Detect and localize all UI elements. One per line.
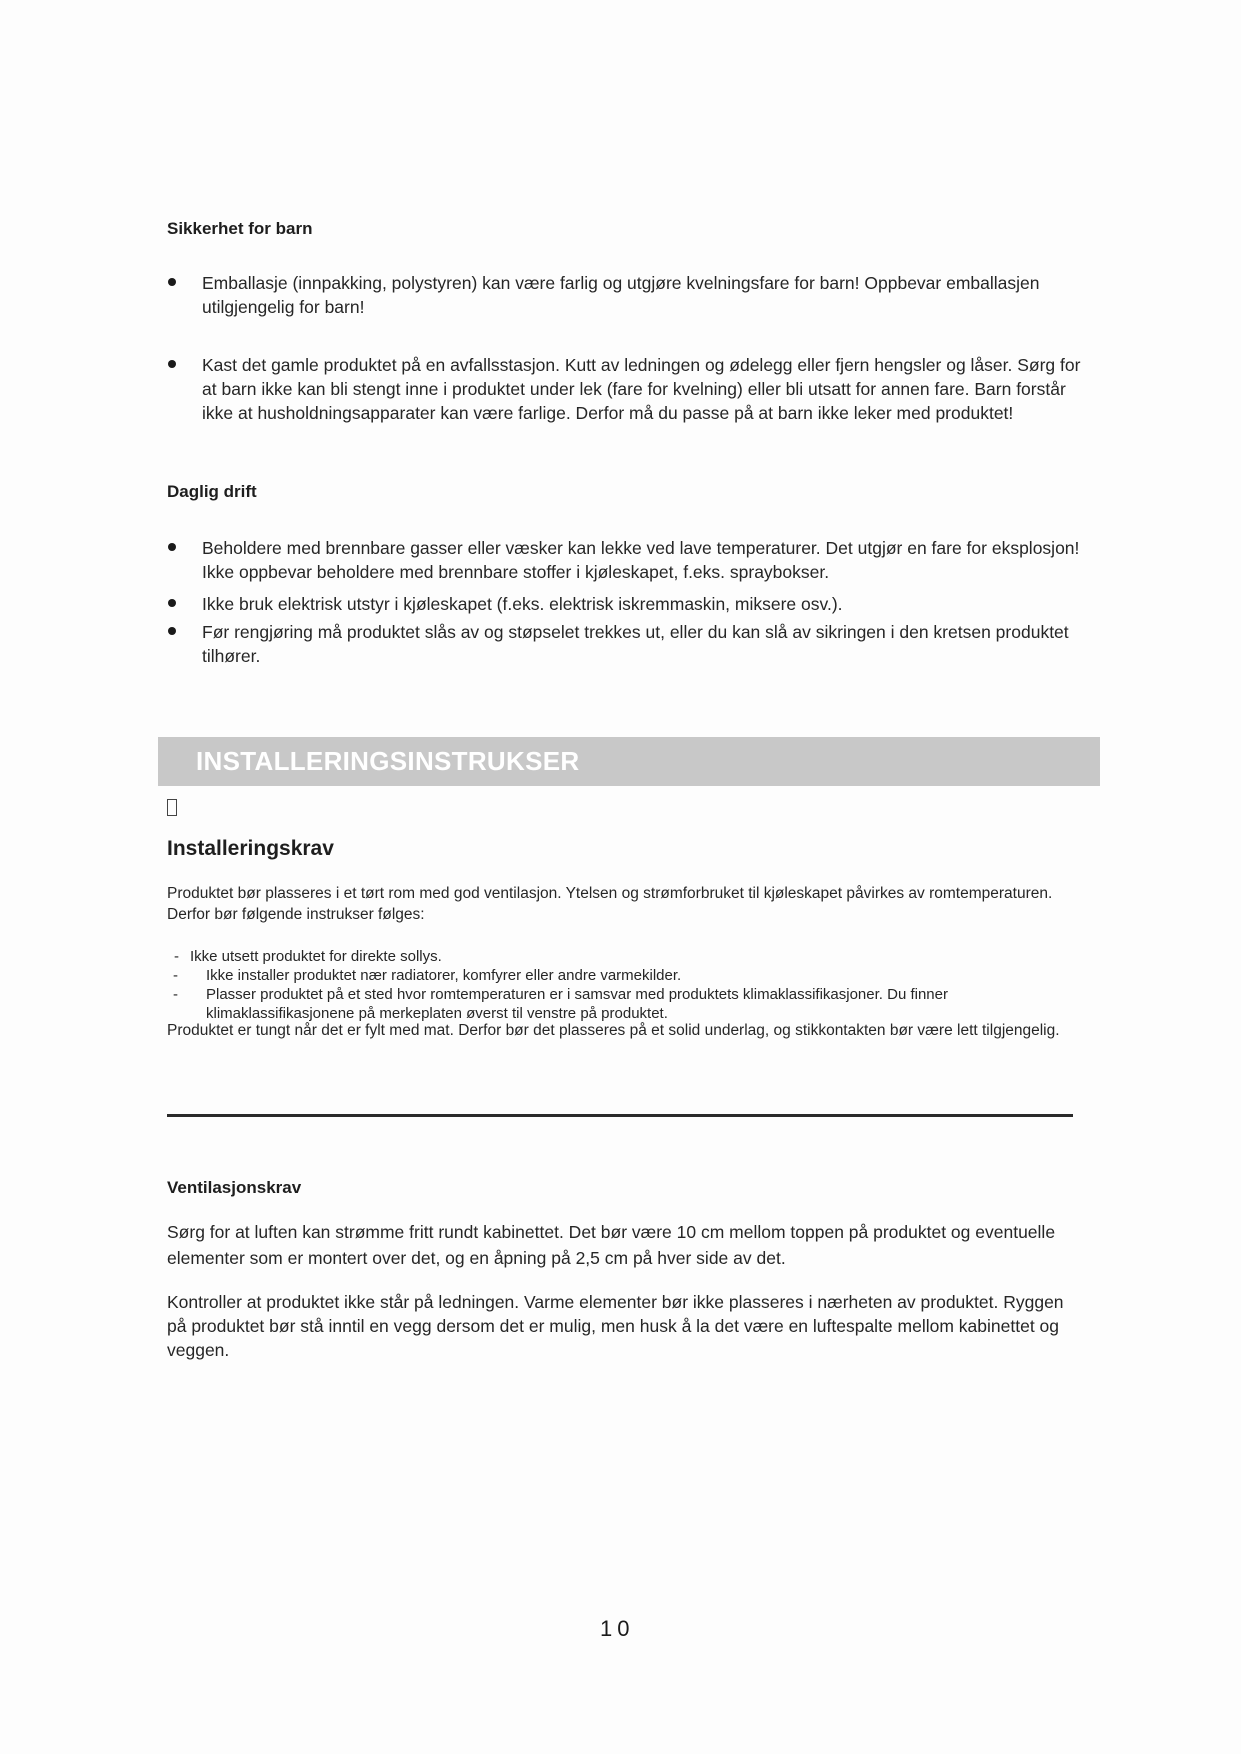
list-item (168, 592, 1088, 618)
missing-glyph-icon (167, 799, 177, 816)
bullet-icon (168, 627, 176, 635)
list-item (168, 966, 1068, 985)
dash-marker: - (174, 948, 179, 965)
divider (167, 1114, 1073, 1117)
section-banner (158, 737, 1100, 786)
banner-title: INSTALLERINGSINSTRUKSER (196, 746, 580, 776)
bullet-icon (168, 543, 176, 551)
bullet-icon (168, 360, 176, 368)
dash-item-text: Ikke utsett produktet for direkte sollys. (190, 948, 442, 965)
bullet-icon (168, 278, 176, 286)
list-item (168, 353, 1088, 453)
dash-list (168, 947, 1068, 1023)
page-number: 10 (600, 1616, 635, 1641)
ventilation-paragraph-1: Sørg for at luften kan strømme fritt rundt kabinettet. Det bør være 10 cm mellom toppen på produktet og eventuelle elementer som er montert over det, og en åpning på 2,5 cm på hver side av det. (167, 1222, 1056, 1268)
install-intro: Produktet bør plasseres i et tørt rom med god ventilasjon. Ytelsen og strømforbruket til kjøleskapet påvirkes av romtemperaturen. Derfor bør følgende instrukser følges: (167, 885, 1053, 923)
bullet-icon (168, 599, 176, 607)
install-outro: Produktet er tungt når det er fylt med mat. Derfor bør det plasseres på et solid underlag, og stikkontakten bør være lett tilgjengelig. (167, 1022, 1060, 1039)
dash-item-text: Ikke installer produktet nær radiatorer, komfyrer eller andre varmekilder. (206, 967, 682, 984)
bullet-text: Kast det gamle produktet på en avfallsstasjon. Kutt av ledningen og ødelegg eller fjern hengsler og låser. Sørg for at barn ikke kan bli stengt inne i produktet under lek (fare for kvelning) eller bli utsatt for annen fare. Barn forstår ikke at husholdningsapparater kan være farlige. Derfor må du passe på at barn ikke leker med produktet! (202, 355, 1081, 423)
dash-marker: - (173, 967, 178, 984)
bullet-text: Ikke bruk elektrisk utstyr i kjøleskapet (f.eks. elektrisk iskremmaskin, miksere osv.). (202, 594, 843, 614)
list-item (168, 536, 1088, 586)
heading-child-safety: Sikkerhet for barn (167, 219, 313, 238)
dash-marker: - (173, 986, 178, 1003)
heading-ventilation: Ventilasjonskrav (167, 1178, 302, 1197)
bullet-text: Før rengjøring må produktet slås av og støpselet trekkes ut, eller du kan slå av sikringen i den kretsen produktet tilhører. (202, 622, 1069, 666)
heading-daily-operation: Daglig drift (167, 482, 257, 501)
list-item (168, 985, 1086, 1023)
list-item (168, 620, 1088, 670)
heading-install-requirements: Installeringskrav (167, 837, 334, 860)
bullet-text: Emballasje (innpakking, polystyren) kan være farlig og utgjøre kvelningsfare for barn! Oppbevar emballasjen utilgjengelig for barn! (202, 273, 1040, 317)
list-item (168, 271, 1088, 321)
list-item (168, 947, 1068, 966)
ventilation-paragraph-2: Kontroller at produktet ikke står på ledningen. Varme elementer bør ikke plasseres i nærheten av produktet. Ryggen på produktet bør stå inntil en vegg dersom det er mulig, men husk å la det være en luftespalte mellom kabinettet og veggen. (167, 1292, 1064, 1360)
bullet-text: Beholdere med brennbare gasser eller væsker kan lekke ved lave temperaturer. Det utgjør en fare for eksplosjon! Ikke oppbevar beholdere med brennbare stoffer i kjøleskapet, f.eks. spraybokser. (202, 538, 1080, 582)
dash-item-text: Plasser produktet på et sted hvor romtemperaturen er i samsvar med produktets klimaklassifikasjoner. Du finner klimaklassifikasjonene på merkeplaten øverst til venstre på produktet. (206, 986, 948, 1022)
